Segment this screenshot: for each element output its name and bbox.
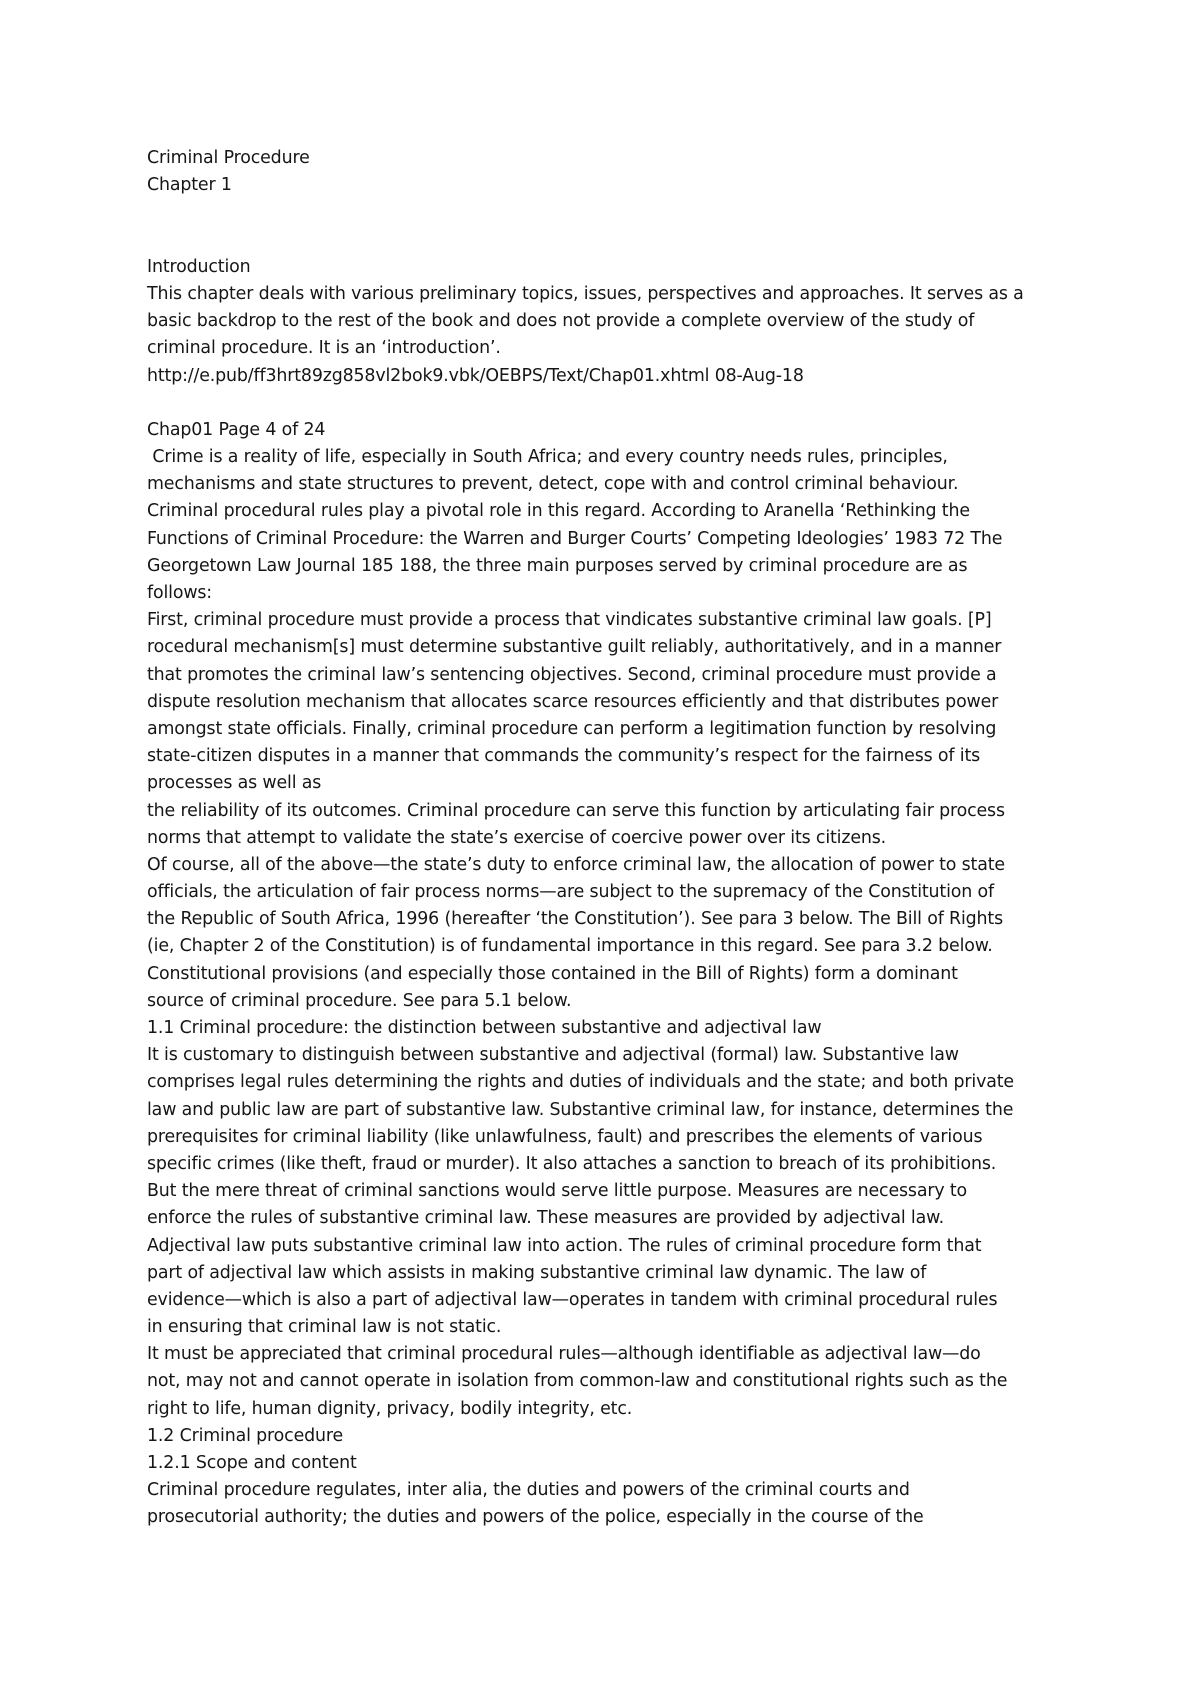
spacer	[147, 199, 1077, 253]
text-line: Georgetown Law Journal 185 188, the three main purposes served by criminal procedure are as	[147, 555, 968, 576]
text-line: processes as well as	[147, 773, 322, 794]
document-text	[147, 145, 1077, 1532]
text-line: amongst state officials. Finally, criminal procedure can perform a legitimation function by resolving	[147, 718, 997, 739]
document-title: Criminal Procedure	[147, 148, 310, 168]
text-line: source of criminal procedure. See para 5.1 below.	[147, 990, 572, 1011]
text-line: basic backdrop to the rest of the book and does not provide a complete overview of the study of	[147, 311, 975, 332]
text-line: the reliability of its outcomes. Criminal procedure can serve this function by articulating fair process	[147, 800, 1005, 821]
text-line: 1.2 Criminal procedure	[147, 1425, 344, 1446]
text-line: the Republic of South Africa, 1996 (hereafter ‘the Constitution’). See para 3 below. The Bill of Rights	[147, 909, 1003, 930]
text-line: evidence—which is also a part of adjectival law—operates in tandem with criminal procedural rules	[147, 1289, 998, 1310]
text-line: rocedural mechanism[s] must determine substantive guilt reliably, authoritatively, and in a manner	[147, 637, 1002, 658]
text-line: Constitutional provisions (and especially those contained in the Bill of Rights) form a dominant	[147, 963, 958, 984]
text-line: law and public law are part of substantive law. Substantive criminal law, for instance, determines the	[147, 1099, 1014, 1120]
text-line: criminal procedure. It is an ‘introduction’.	[147, 338, 501, 359]
text-line: dispute resolution mechanism that allocates scarce resources efficiently and that distributes power	[147, 691, 999, 712]
text-line: norms that attempt to validate the state’s exercise of coercive power over its citizens.	[147, 827, 887, 848]
source-url: http://e.pub/ff3hrt89zg858vl2bok9.vbk/OEBPS/Text/Chap01.xhtml 08-Aug-18	[147, 365, 804, 386]
text-line: But the mere threat of criminal sanctions would serve little purpose. Measures are necessary to	[147, 1181, 968, 1202]
text-line: enforce the rules of substantive criminal law. These measures are provided by adjectival law.	[147, 1208, 944, 1229]
spacer	[147, 390, 1077, 417]
text-line: This chapter deals with various preliminary topics, issues, perspectives and approaches. It serves as a	[147, 283, 1024, 304]
text-line: First, criminal procedure must provide a process that vindicates substantive criminal law goals. [P]	[147, 610, 992, 631]
text-line: 1.1 Criminal procedure: the distinction between substantive and adjectival law	[147, 1018, 822, 1039]
text-line: (ie, Chapter 2 of the Constitution) is of fundamental importance in this regard. See para 3.2 below.	[147, 936, 993, 957]
body-text	[147, 444, 1077, 1532]
text-line: comprises legal rules determining the rights and duties of individuals and the state; and both private	[147, 1072, 1014, 1093]
text-line: Functions of Criminal Procedure: the Warren and Burger Courts’ Competing Ideologies’ 1983 72 The	[147, 528, 1003, 549]
text-line: part of adjectival law which assists in making substantive criminal law dynamic. The law of	[147, 1262, 927, 1283]
text-line: specific crimes (like theft, fraud or murder). It also attaches a sanction to breach of its prohibitions.	[147, 1153, 997, 1174]
text-line: right to life, human dignity, privacy, bodily integrity, etc.	[147, 1398, 633, 1419]
text-line: that promotes the criminal law’s sentencing objectives. Second, criminal procedure must provide a	[147, 664, 997, 685]
intro-heading: Introduction	[147, 256, 251, 277]
text-line: It is customary to distinguish between substantive and adjectival (formal) law. Substantive law	[147, 1045, 959, 1066]
text-line: Adjectival law puts substantive criminal law into action. The rules of criminal procedure form that	[147, 1235, 982, 1256]
text-line: 1.2.1 Scope and content	[147, 1453, 357, 1474]
intro-paragraph	[147, 281, 1077, 390]
text-line: officials, the articulation of fair process norms—are subject to the supremacy of the Constitution of	[147, 882, 994, 903]
text-line: in ensuring that criminal law is not static.	[147, 1317, 502, 1338]
text-line: mechanisms and state structures to prevent, detect, cope with and control criminal behaviour.	[147, 474, 959, 495]
text-line: not, may not and cannot operate in isolation from common-law and constitutional rights such as the	[147, 1371, 1008, 1392]
page-reference: Chap01 Page 4 of 24	[147, 419, 326, 440]
text-line: Of course, all of the above—the state’s duty to enforce criminal law, the allocation of power to state	[147, 854, 1005, 875]
text-line: follows:	[147, 583, 213, 604]
text-line: prerequisites for criminal liability (like unlawfulness, fault) and prescribes the elements of various	[147, 1126, 983, 1147]
text-line: prosecutorial authority; the duties and powers of the police, especially in the course of the	[147, 1507, 924, 1528]
text-line: Criminal procedural rules play a pivotal role in this regard. According to Aranella ‘Rethinking the	[147, 501, 970, 522]
chapter-label: Chapter 1	[147, 175, 232, 196]
text-line: Criminal procedure regulates, inter alia, the duties and powers of the criminal courts and	[147, 1480, 910, 1501]
text-line: It must be appreciated that criminal procedural rules—although identifiable as adjectival law—do	[147, 1344, 981, 1365]
text-line: Crime is a reality of life, especially in South Africa; and every country needs rules, principles,	[147, 447, 948, 468]
text-line: state-citizen disputes in a manner that commands the community’s respect for the fairness of its	[147, 746, 981, 767]
